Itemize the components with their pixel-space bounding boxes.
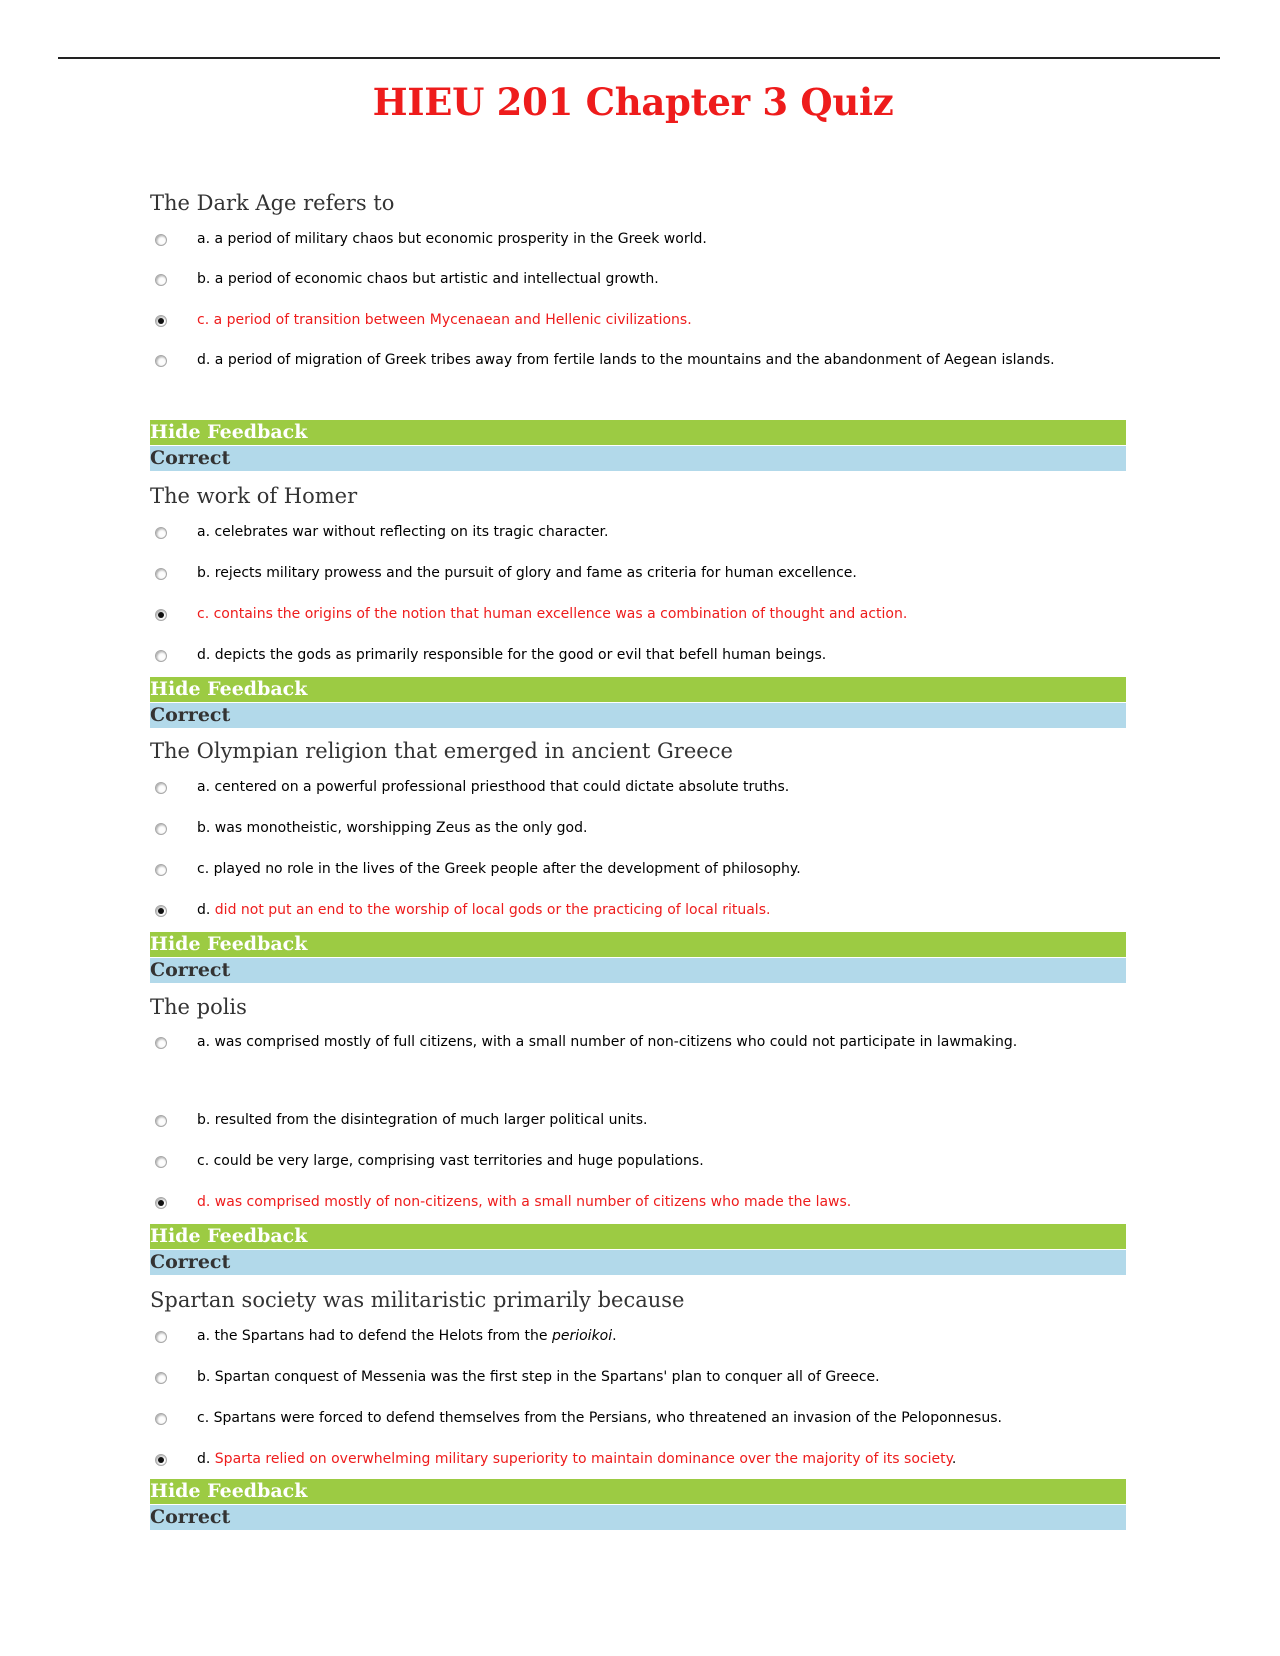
feedback-status: Correct: [150, 703, 1126, 728]
option-text: a. celebrates war without reflecting on its tragic character.: [197, 524, 609, 540]
option-text-selected: [197, 891, 1097, 929]
option-text-selected: [197, 1440, 1097, 1478]
radio-button[interactable]: [155, 274, 167, 286]
radio-button-selected[interactable]: [155, 905, 167, 917]
option-text: b. resulted from the disintegration of much larger political units.: [197, 1112, 648, 1128]
question-5-prompt: Spartan society was militaristic primarily because: [150, 1288, 685, 1312]
question-4-prompt: The polis: [150, 995, 247, 1019]
hide-feedback-button[interactable]: Hide Feedback: [150, 932, 1126, 957]
option-text: c. could be very large, comprising vast territories and huge populations.: [197, 1153, 704, 1169]
radio-button-selected[interactable]: [155, 1197, 167, 1209]
option-text: a. a period of military chaos but economic prosperity in the Greek world.: [197, 231, 707, 247]
radio-button[interactable]: [155, 1156, 167, 1168]
option-text: c. Spartans were forced to defend themselves from the Persians, who threatened an invasion of the Peloponnesus.: [197, 1410, 1002, 1426]
option-text: [197, 1317, 1097, 1355]
radio-button[interactable]: [155, 1413, 167, 1425]
radio-button[interactable]: [155, 1115, 167, 1127]
radio-button[interactable]: [155, 234, 167, 246]
radio-button[interactable]: [155, 355, 167, 367]
radio-button[interactable]: [155, 782, 167, 794]
radio-button[interactable]: [155, 864, 167, 876]
option-text-selected: d. was comprised mostly of non-citizens, with a small number of citizens who made the laws.: [197, 1194, 852, 1210]
hide-feedback-button[interactable]: Hide Feedback: [150, 1224, 1126, 1249]
radio-button[interactable]: [155, 1037, 167, 1049]
question-3-prompt: The Olympian religion that emerged in ancient Greece: [150, 739, 733, 763]
question-2-prompt: The work of Homer: [150, 484, 358, 508]
option-text-part: a. the Spartans had to defend the Helots from the: [197, 1328, 552, 1344]
radio-button[interactable]: [155, 1372, 167, 1384]
option-text: b. rejects military prowess and the pursuit of glory and fame as criteria for human excellence.: [197, 565, 857, 581]
radio-button[interactable]: [155, 823, 167, 835]
hide-feedback-button[interactable]: Hide Feedback: [150, 677, 1126, 702]
radio-button[interactable]: [155, 568, 167, 580]
option-text: d. a period of migration of Greek tribes away from fertile lands to the mountains and the abandonment of Aegean islands.: [197, 352, 1055, 368]
radio-button-selected[interactable]: [155, 315, 167, 327]
option-text: a. centered on a powerful professional priesthood that could dictate absolute truths.: [197, 779, 790, 795]
option-text: b. was monotheistic, worshipping Zeus as the only god.: [197, 820, 588, 836]
hide-feedback-button[interactable]: Hide Feedback: [150, 1479, 1126, 1504]
option-answer-text: Sparta relied on overwhelming military superiority to maintain dominance over the majority of its society: [214, 1451, 952, 1467]
top-rule: [58, 57, 1220, 59]
option-text-selected: c. a period of transition between Mycenaean and Hellenic civilizations.: [197, 312, 692, 328]
radio-button[interactable]: [155, 650, 167, 662]
option-text: c. played no role in the lives of the Greek people after the development of philosophy.: [197, 861, 801, 877]
feedback-status: Correct: [150, 1505, 1126, 1530]
option-answer-text: did not put an end to the worship of local gods or the practicing of local rituals.: [214, 902, 771, 918]
option-text: b. Spartan conquest of Messenia was the first step in the Spartans' plan to conquer all of Greece.: [197, 1369, 880, 1385]
feedback-status: Correct: [150, 958, 1126, 983]
radio-button[interactable]: [155, 1331, 167, 1343]
page-title: HIEU 201 Chapter 3 Quiz: [372, 80, 894, 124]
radio-button-selected[interactable]: [155, 609, 167, 621]
option-text: a. was comprised mostly of full citizens, with a small number of non-citizens who could not participate in lawmaking.: [197, 1034, 1018, 1050]
feedback-status: Correct: [150, 1250, 1126, 1275]
feedback-status: Correct: [150, 446, 1126, 471]
option-text-part: .: [612, 1328, 617, 1344]
option-letter: d.: [197, 1451, 211, 1467]
hide-feedback-button[interactable]: Hide Feedback: [150, 420, 1126, 445]
option-letter: d.: [197, 902, 211, 918]
option-text-part: .: [951, 1451, 957, 1467]
question-1-prompt: The Dark Age refers to: [150, 191, 395, 215]
radio-button-selected[interactable]: [155, 1454, 167, 1466]
radio-button[interactable]: [155, 527, 167, 539]
option-text: d. depicts the gods as primarily responsible for the good or evil that befell human beings.: [197, 647, 827, 663]
option-text-italic: perioikoi: [551, 1328, 613, 1344]
option-text-selected: c. contains the origins of the notion that human excellence was a combination of thought and action.: [197, 606, 908, 622]
option-text: b. a period of economic chaos but artistic and intellectual growth.: [197, 271, 659, 287]
